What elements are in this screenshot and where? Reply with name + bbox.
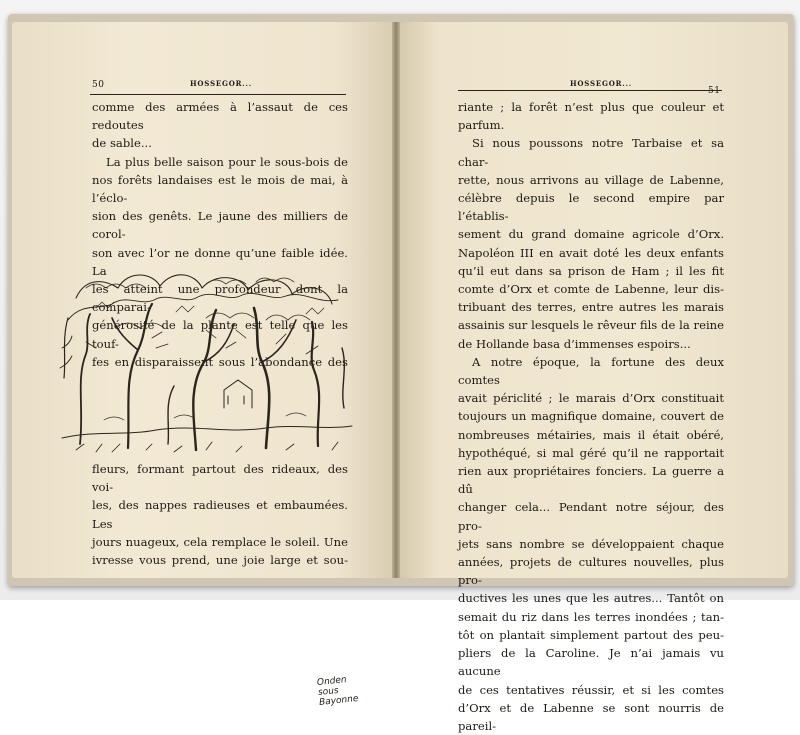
text-line: tribuant des terres, entre autres les marais: [458, 300, 724, 315]
text-line: semait du riz dans les terres inondées ; tan-: [458, 609, 724, 624]
artist-signature: Onden sous Bayonne: [316, 675, 359, 708]
text-line: avait périclité ; le marais d’Orx constituait: [458, 391, 724, 406]
text-line: ivresse vous prend, une joie large et sou-: [92, 553, 348, 568]
book-gutter: [392, 22, 400, 578]
text-line: son avec l’or ne donne qu’une faible idée. La: [92, 245, 348, 278]
text-line: de ces tentatives réussir, et si les comtes: [458, 682, 724, 697]
text-line: nombreuses métairies, mais il était obéré,: [458, 427, 724, 442]
right-header-rule: [458, 90, 722, 91]
text-line: célèbre depuis le second empire par l’établis-: [458, 191, 724, 224]
text-line: toujours un magnifique domaine, couvert de: [458, 409, 724, 424]
text-line: jours nuageux, cela remplace le soleil. Une: [92, 534, 348, 549]
text-line: de Hollande basa d’immenses espoirs...: [458, 336, 691, 351]
text-line: les atteint une profondeur dont la comparai-: [92, 282, 348, 315]
right-page-number: 51: [708, 86, 721, 96]
text-line: Si nous poussons notre Tarbaise et sa char-: [458, 136, 724, 169]
left-page-number: 50: [92, 80, 105, 90]
text-line: rien aux propriétaires fonciers. La guerre a dû: [458, 464, 724, 497]
right-text-body: [458, 98, 724, 735]
open-book: [8, 14, 794, 733]
text-line: Napoléon III en avait doté les deux enfants: [458, 245, 724, 260]
text-line: pliers de la Caroline. Je n’ai jamais vu aucune: [458, 646, 724, 679]
text-line: nos forêts landaises est le mois de mai, à l’éclo-: [92, 172, 348, 206]
text-line: années, projets de cultures nouvelles, plus pro-: [458, 555, 724, 588]
text-line: les, des nappes radieuses et embaumées. Les: [92, 498, 348, 531]
left-header-rule: [90, 94, 346, 95]
text-line: sement du grand domaine agricole d’Orx.: [458, 227, 724, 242]
text-line: A notre époque, la fortune des deux comtes: [458, 354, 724, 388]
text-line: qu’il eut dans sa prison de Ham ; il les fit: [458, 263, 724, 278]
left-page: [12, 22, 392, 708]
text-line: riante ; la forêt n’est plus que couleur et: [458, 100, 724, 114]
text-line: de sable...: [92, 136, 152, 151]
text-line: d’Orx et de Labenne se sont nourris de pareil-: [458, 700, 724, 733]
right-page: [400, 22, 788, 733]
text-line: tôt on plantait simplement partout des peu-: [458, 627, 724, 642]
text-line: sion des genêts. Le jaune des milliers de corol-: [92, 209, 348, 242]
text-line: La plus belle saison pour le sous-bois de: [106, 154, 348, 169]
text-line: fleurs, formant partout des rideaux, des voi-: [92, 462, 348, 495]
left-text-bottom: [92, 460, 348, 569]
text-line: rette, nous arrivons au village de Labenne,: [458, 172, 724, 187]
text-line: parfum.: [458, 118, 505, 133]
left-running-head: HOSSEGOR...: [190, 79, 253, 88]
forest-drawing: [56, 258, 356, 456]
text-line: comme des armées à l’assaut de ces redoutes: [92, 100, 348, 133]
text-line: ductives les unes que les autres... Tantôt on: [458, 591, 724, 606]
text-line: hypothéqué, si mal géré qu’il ne rapportait: [458, 445, 724, 460]
text-line: comte d’Orx et comte de Labenne, leur dis-: [458, 282, 724, 297]
text-line: jets sans nombre se développaient chaque: [458, 536, 724, 551]
text-line: assainis sur lesquels le rêveur fils de la reine: [458, 318, 724, 333]
text-line: générosité de la plante est telle que les touf-: [92, 318, 348, 351]
text-line: fes en disparaissent sous l’abondance des: [92, 354, 348, 369]
right-running-head: HOSSEGOR...: [570, 79, 633, 88]
text-line: changer cela... Pendant notre séjour, des pro-: [458, 500, 724, 533]
